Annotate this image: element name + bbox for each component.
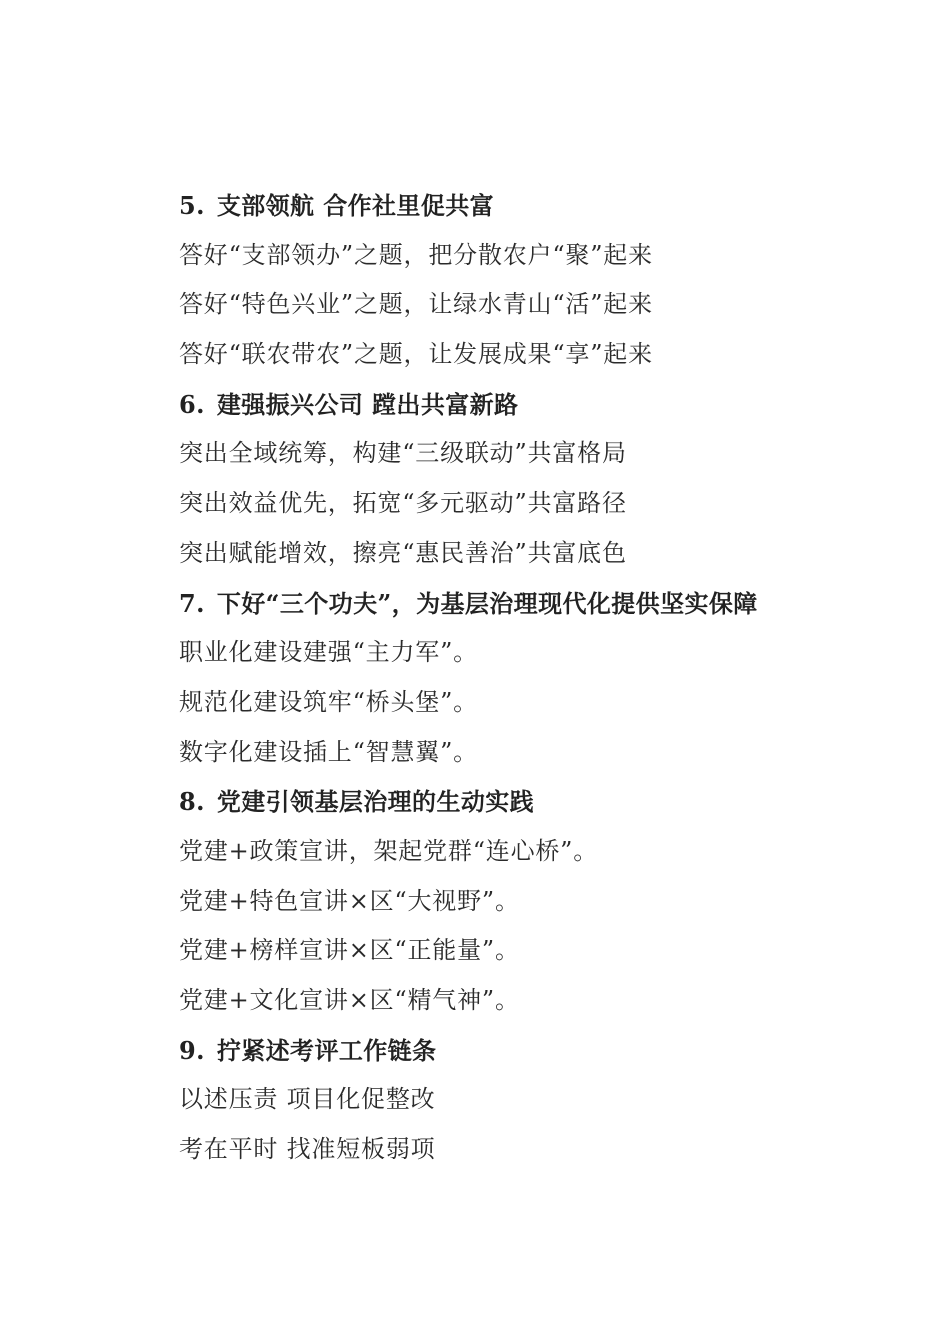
section-number: 7.	[179, 588, 205, 618]
section-title: 党建引领基层治理的生动实践	[216, 787, 535, 817]
section-item: 党建+政策宣讲，架起党群“连心桥”。	[179, 836, 599, 865]
section-heading	[179, 380, 899, 430]
section-number: 9.	[179, 1035, 205, 1065]
section-item: 答好“联农带农”之题，让发展成果“享”起来	[179, 340, 653, 369]
section-item: 职业化建设建强“主力军”。	[179, 638, 478, 667]
section-item: 答好“特色兴业”之题，让绿水青山“活”起来	[179, 290, 653, 319]
section-item: 突出赋能增效，擦亮“惠民善治”共富底色	[179, 538, 627, 567]
section-heading	[179, 777, 899, 827]
section-item: 答好“支部领办”之题，把分散农户“聚”起来	[179, 240, 653, 269]
section-item: 党建+特色宣讲×区“大视野”。	[179, 886, 520, 915]
section-item: 突出效益优先，拓宽“多元驱动”共富路径	[179, 489, 627, 518]
section-item: 党建+榜样宣讲×区“正能量”。	[179, 936, 520, 965]
section-heading	[179, 579, 899, 629]
document-body	[179, 181, 899, 1175]
section-heading	[179, 181, 899, 231]
section-number: 5.	[179, 191, 205, 220]
section-number: 6.	[179, 389, 205, 419]
section-number: 8.	[179, 787, 205, 817]
section-item: 数字化建设插上“智慧翼”。	[179, 737, 478, 766]
section-item: 突出全域统筹，构建“三级联动”共富格局	[179, 439, 627, 468]
section-title: 下好“三个功夫”，为基层治理现代化提供坚实保障	[216, 588, 758, 618]
section-title: 拧紧述考评工作链条	[216, 1035, 437, 1065]
section-item: 考在平时 找准短板弱项	[179, 1135, 436, 1164]
section-item: 党建+文化宣讲×区“精气神”。	[179, 986, 520, 1014]
section-item: 以述压责 项目化促整改	[179, 1085, 436, 1114]
section-title: 支部领航 合作社里促共富	[216, 191, 495, 220]
section-item: 规范化建设筑牢“桥头堡”。	[179, 687, 478, 716]
section-heading	[179, 1026, 899, 1076]
section-title: 建强振兴公司 蹚出共富新路	[216, 389, 519, 419]
